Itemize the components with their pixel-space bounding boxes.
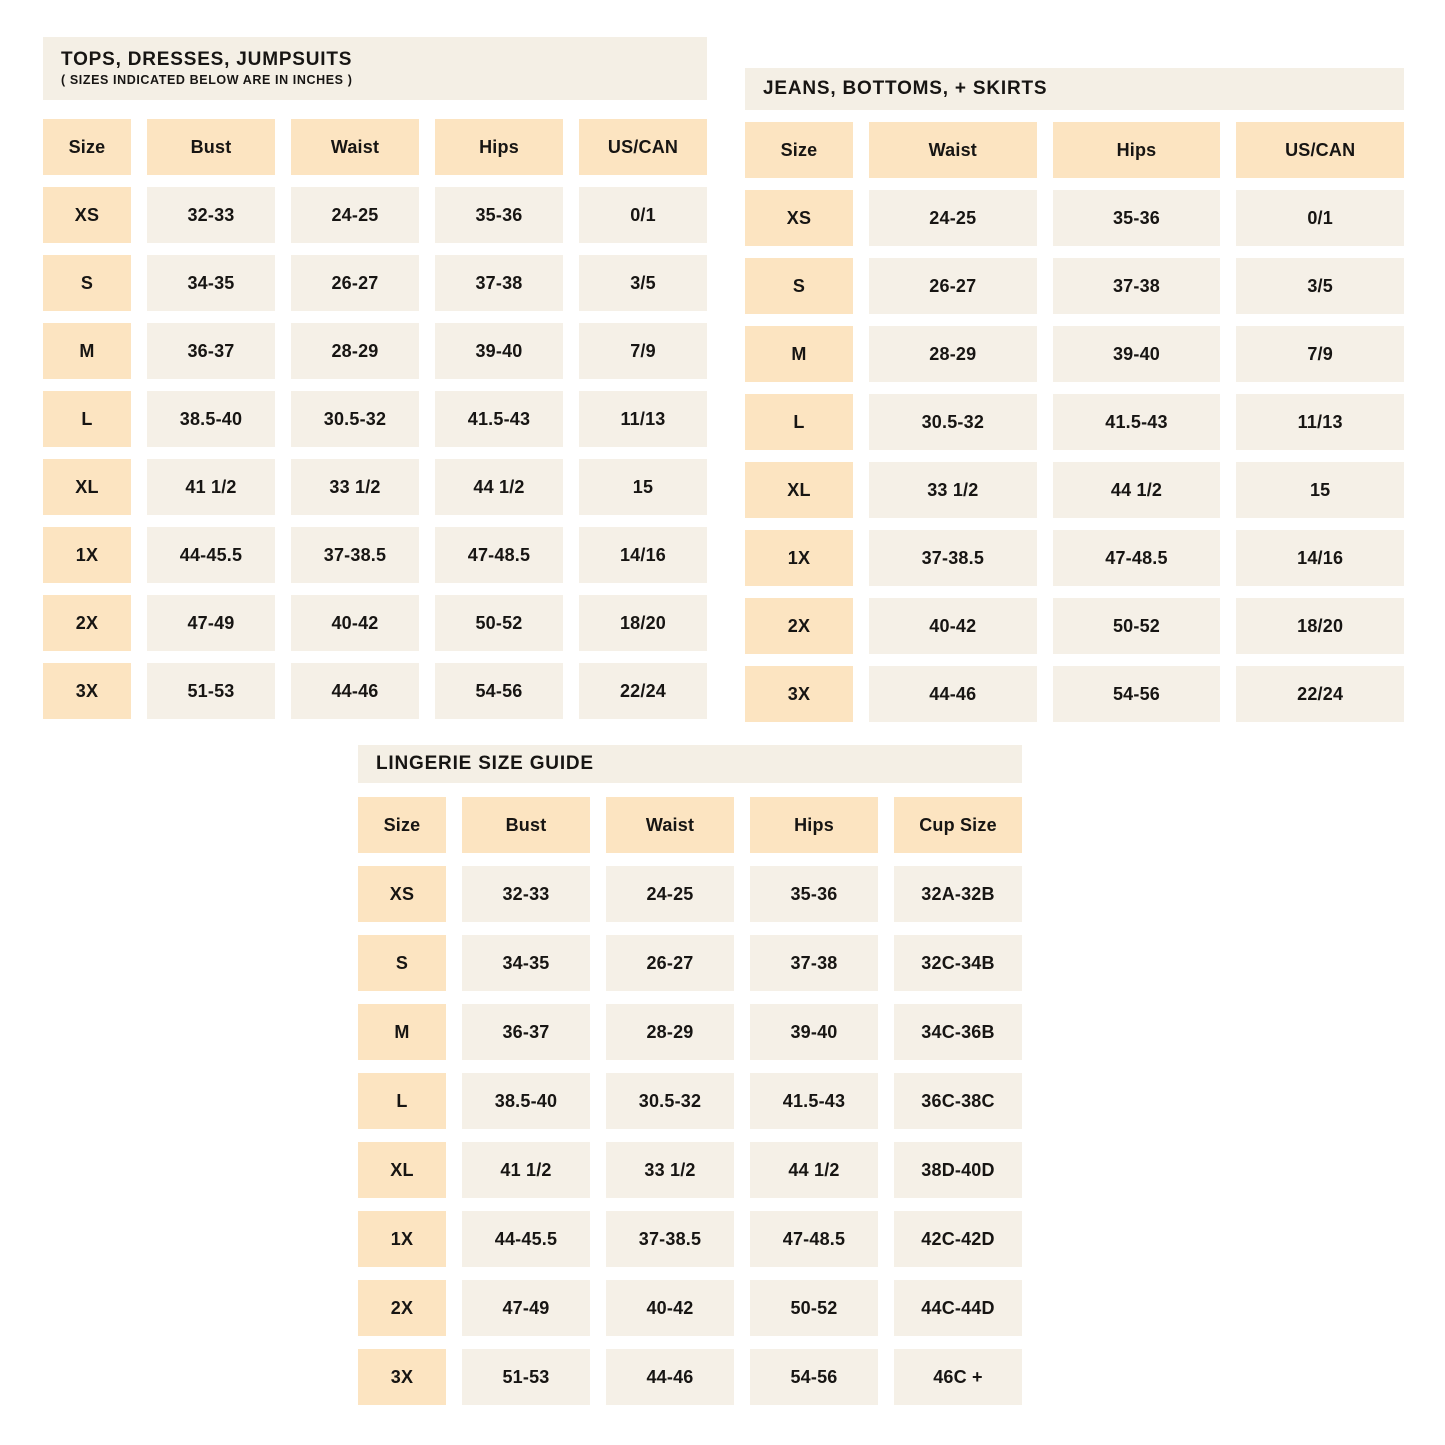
value-cell: 37-38 [435, 255, 563, 311]
value-cell: 44-46 [606, 1349, 734, 1405]
size-label-cell: XS [358, 866, 446, 922]
value-cell: 44-45.5 [147, 527, 275, 583]
value-cell: 44 1/2 [1053, 462, 1221, 518]
size-label-cell: 1X [358, 1211, 446, 1267]
column-header-cell: Size [358, 797, 446, 853]
value-cell: 7/9 [1236, 326, 1404, 382]
size-label-cell: XS [43, 187, 131, 243]
value-cell: 24-25 [291, 187, 419, 243]
column-header-cell: Hips [750, 797, 878, 853]
size-label-cell: 3X [358, 1349, 446, 1405]
value-cell: 18/20 [1236, 598, 1404, 654]
value-cell: 38.5-40 [147, 391, 275, 447]
size-label-cell: M [358, 1004, 446, 1060]
value-cell: 39-40 [1053, 326, 1221, 382]
size-label-cell: L [43, 391, 131, 447]
column-header-cell: Size [745, 122, 853, 178]
column-header-cell: Waist [291, 119, 419, 175]
size-label-cell: XL [745, 462, 853, 518]
value-cell: 28-29 [291, 323, 419, 379]
value-cell: 36-37 [147, 323, 275, 379]
value-cell: 47-48.5 [1053, 530, 1221, 586]
value-cell: 36C-38C [894, 1073, 1022, 1129]
column-header-cell: US/CAN [579, 119, 707, 175]
size-label-cell: 1X [43, 527, 131, 583]
table-title-band [745, 68, 1404, 110]
value-cell: 11/13 [579, 391, 707, 447]
size-label-cell: S [358, 935, 446, 991]
value-cell: 44 1/2 [750, 1142, 878, 1198]
value-cell: 14/16 [1236, 530, 1404, 586]
value-cell: 3/5 [579, 255, 707, 311]
value-cell: 18/20 [579, 595, 707, 651]
value-cell: 44-45.5 [462, 1211, 590, 1267]
column-header-cell: Waist [606, 797, 734, 853]
table-subtitle: ( SIZES INDICATED BELOW ARE IN INCHES ) [61, 73, 353, 87]
value-cell: 50-52 [435, 595, 563, 651]
value-cell: 26-27 [291, 255, 419, 311]
value-cell: 34C-36B [894, 1004, 1022, 1060]
value-cell: 50-52 [750, 1280, 878, 1336]
size-label-cell: L [745, 394, 853, 450]
value-cell: 46C + [894, 1349, 1022, 1405]
value-cell: 26-27 [606, 935, 734, 991]
value-cell: 32A-32B [894, 866, 1022, 922]
column-header-cell: Waist [869, 122, 1037, 178]
value-cell: 44 1/2 [435, 459, 563, 515]
size-label-cell: S [745, 258, 853, 314]
value-cell: 38D-40D [894, 1142, 1022, 1198]
value-cell: 37-38.5 [869, 530, 1037, 586]
table-grid [745, 122, 1404, 722]
value-cell: 44-46 [869, 666, 1037, 722]
size-label-cell: 1X [745, 530, 853, 586]
jeans-bottoms-skirts-table [745, 68, 1404, 722]
value-cell: 41.5-43 [750, 1073, 878, 1129]
value-cell: 22/24 [579, 663, 707, 719]
size-label-cell: 2X [745, 598, 853, 654]
table-title: LINGERIE SIZE GUIDE [376, 753, 594, 774]
value-cell: 47-49 [147, 595, 275, 651]
value-cell: 35-36 [435, 187, 563, 243]
value-cell: 0/1 [1236, 190, 1404, 246]
column-header-cell: Bust [147, 119, 275, 175]
value-cell: 37-38.5 [291, 527, 419, 583]
value-cell: 41.5-43 [435, 391, 563, 447]
size-label-cell: S [43, 255, 131, 311]
value-cell: 41.5-43 [1053, 394, 1221, 450]
value-cell: 33 1/2 [291, 459, 419, 515]
value-cell: 37-38 [1053, 258, 1221, 314]
column-header-cell: Hips [435, 119, 563, 175]
value-cell: 33 1/2 [606, 1142, 734, 1198]
size-label-cell: XS [745, 190, 853, 246]
value-cell: 39-40 [435, 323, 563, 379]
value-cell: 15 [1236, 462, 1404, 518]
value-cell: 47-48.5 [435, 527, 563, 583]
value-cell: 44C-44D [894, 1280, 1022, 1336]
value-cell: 32-33 [147, 187, 275, 243]
value-cell: 40-42 [291, 595, 419, 651]
value-cell: 37-38 [750, 935, 878, 991]
size-label-cell: M [745, 326, 853, 382]
size-label-cell: XL [43, 459, 131, 515]
value-cell: 0/1 [579, 187, 707, 243]
value-cell: 30.5-32 [291, 391, 419, 447]
value-cell: 3/5 [1236, 258, 1404, 314]
value-cell: 40-42 [606, 1280, 734, 1336]
size-label-cell: XL [358, 1142, 446, 1198]
column-header-cell: Cup Size [894, 797, 1022, 853]
value-cell: 30.5-32 [606, 1073, 734, 1129]
value-cell: 41 1/2 [147, 459, 275, 515]
value-cell: 26-27 [869, 258, 1037, 314]
value-cell: 35-36 [1053, 190, 1221, 246]
column-header-cell: Size [43, 119, 131, 175]
value-cell: 41 1/2 [462, 1142, 590, 1198]
column-header-cell: Bust [462, 797, 590, 853]
value-cell: 54-56 [750, 1349, 878, 1405]
size-label-cell: L [358, 1073, 446, 1129]
size-label-cell: 2X [358, 1280, 446, 1336]
value-cell: 44-46 [291, 663, 419, 719]
column-header-cell: US/CAN [1236, 122, 1404, 178]
column-header-cell: Hips [1053, 122, 1221, 178]
value-cell: 32-33 [462, 866, 590, 922]
value-cell: 24-25 [869, 190, 1037, 246]
size-label-cell: M [43, 323, 131, 379]
value-cell: 38.5-40 [462, 1073, 590, 1129]
value-cell: 34-35 [147, 255, 275, 311]
value-cell: 11/13 [1236, 394, 1404, 450]
value-cell: 47-49 [462, 1280, 590, 1336]
value-cell: 14/16 [579, 527, 707, 583]
value-cell: 51-53 [462, 1349, 590, 1405]
value-cell: 7/9 [579, 323, 707, 379]
value-cell: 39-40 [750, 1004, 878, 1060]
value-cell: 24-25 [606, 866, 734, 922]
value-cell: 37-38.5 [606, 1211, 734, 1267]
value-cell: 47-48.5 [750, 1211, 878, 1267]
size-label-cell: 3X [43, 663, 131, 719]
value-cell: 34-35 [462, 935, 590, 991]
value-cell: 50-52 [1053, 598, 1221, 654]
table-grid [43, 119, 707, 719]
value-cell: 22/24 [1236, 666, 1404, 722]
table-title-band [358, 745, 1022, 783]
value-cell: 51-53 [147, 663, 275, 719]
value-cell: 40-42 [869, 598, 1037, 654]
table-grid [358, 797, 1022, 1405]
value-cell: 36-37 [462, 1004, 590, 1060]
size-label-cell: 2X [43, 595, 131, 651]
value-cell: 28-29 [869, 326, 1037, 382]
value-cell: 54-56 [435, 663, 563, 719]
value-cell: 30.5-32 [869, 394, 1037, 450]
table-title: TOPS, DRESSES, JUMPSUITS [61, 49, 353, 70]
table-title: JEANS, BOTTOMS, + SKIRTS [763, 78, 1048, 99]
table-title-band [43, 37, 707, 100]
value-cell: 28-29 [606, 1004, 734, 1060]
value-cell: 33 1/2 [869, 462, 1037, 518]
value-cell: 42C-42D [894, 1211, 1022, 1267]
lingerie-size-guide-table [358, 745, 1022, 1405]
value-cell: 54-56 [1053, 666, 1221, 722]
size-label-cell: 3X [745, 666, 853, 722]
value-cell: 32C-34B [894, 935, 1022, 991]
value-cell: 35-36 [750, 866, 878, 922]
value-cell: 15 [579, 459, 707, 515]
tops-dresses-jumpsuits-table [43, 37, 707, 719]
